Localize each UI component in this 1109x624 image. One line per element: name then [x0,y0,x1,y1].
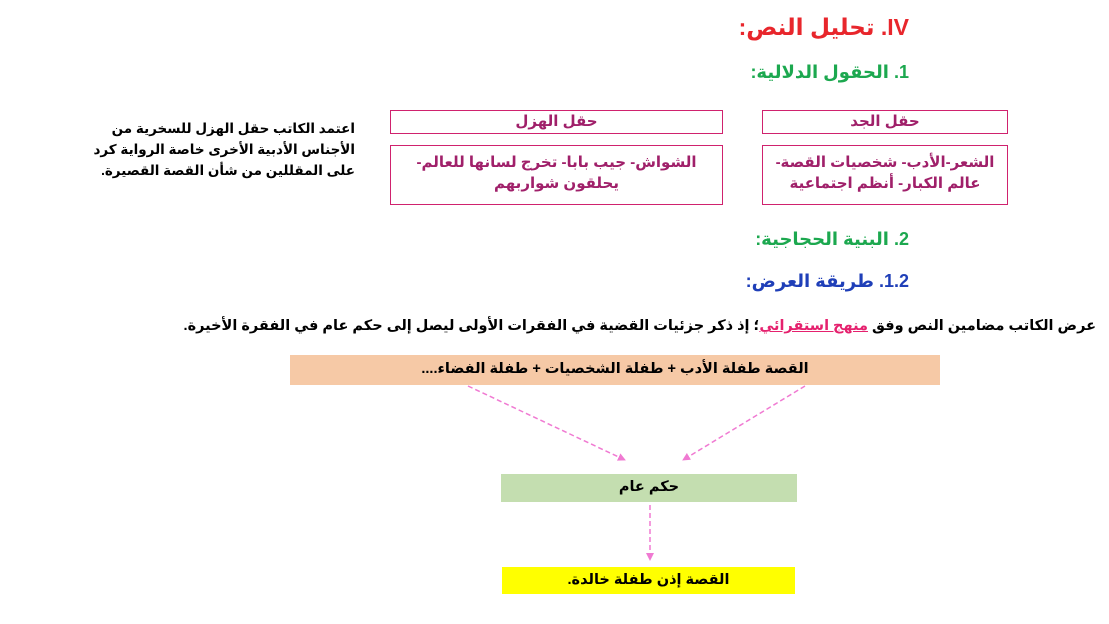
section-2-1-number: 1.2. [878,271,909,291]
section-2-1-title: طريقة العرض: [745,271,874,291]
arrow-right [683,386,805,460]
paragraph-text-end: ؛ إذ ذكر جزئيات القضية في الفقرات الأولى ليصل إلى حكم عام في الفقرة الأخيرة. [183,318,760,334]
section-1-title: الحقول الدلالية: [750,62,889,82]
serious-field-header: حقل الجد [762,110,1008,134]
serious-field-words: الشعر-الأدب- شخصيات القصة- عالم الكبار- أنظم اجتماعية [762,145,1008,205]
conclusion-box: القصة إذن طفلة خالدة. [502,567,795,594]
paragraph-text-start: عرض الكاتب مضامين النص وفق [867,318,1096,334]
humor-note-line: اعتمد الكاتب حقل الهزل للسخرية من [111,121,355,136]
general-rule-box: حكم عام [501,474,797,502]
inductive-method-link[interactable]: منهج استقرائي [759,318,868,334]
arrow-left [468,386,625,460]
main-heading-title: تحليل النص: [738,14,875,40]
humor-note-line: على المقللين من شأن القصة القصيرة. [101,163,355,178]
humor-field-header: حقل الهزل [390,110,723,134]
section-1-number: 1. [893,62,909,82]
premises-box: القصة طفلة الأدب + طفلة الشخصيات + طفلة الفضاء.... [290,355,940,385]
section-2-title: البنية الحجاجية: [755,229,889,249]
humor-note-line: الأجناس الأدبية الأخرى خاصة الرواية كرد [93,142,355,157]
humor-field-words: الشواش- جيب بابا- تخرج لسانها للعالم- يحلقون شواربهم [390,145,723,205]
main-heading-number: IV. [880,14,909,40]
section-2-number: 2. [893,229,909,249]
